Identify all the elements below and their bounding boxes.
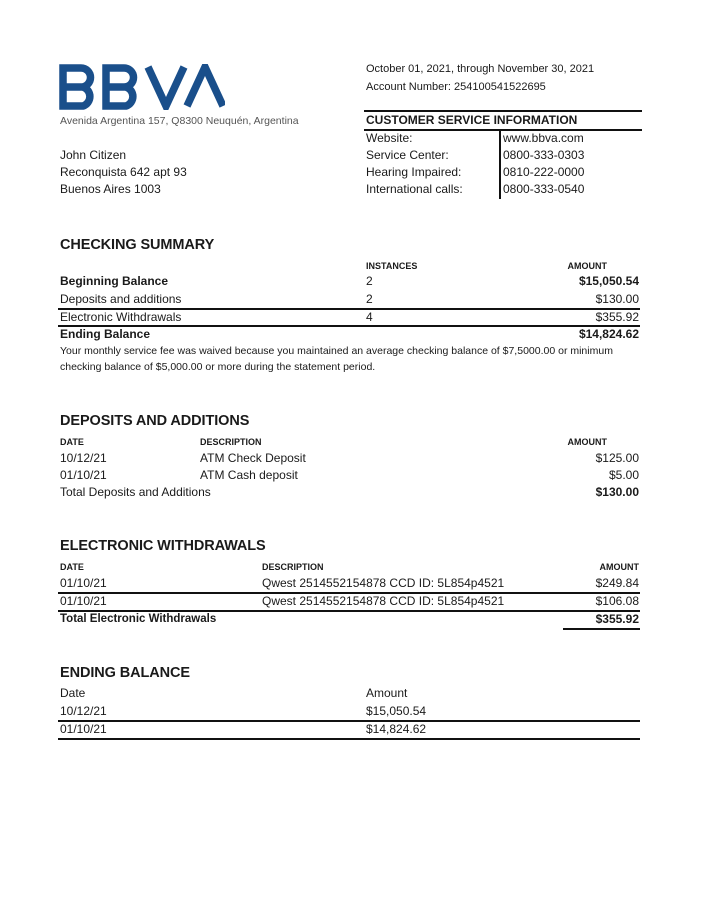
ending-row-date: 10/12/21 (60, 704, 107, 718)
withdrawal-description: Qwest 2514552154878 CCD ID: 5L854p4521 (262, 576, 505, 590)
deposit-date: 10/12/21 (60, 451, 107, 465)
cs-label-hearing-impaired: Hearing Impaired: (366, 165, 462, 179)
cs-label-website: Website: (366, 131, 413, 145)
withdrawal-description: Qwest 2514552154878 CCD ID: 5L854p4521 (262, 594, 505, 608)
ending-row-amount: $15,050.54 (366, 704, 427, 718)
ending-balance-title: ENDING BALANCE (60, 665, 190, 681)
deposits-title: DEPOSITS AND ADDITIONS (60, 413, 250, 429)
withdrawal-amount: $106.08 (595, 594, 639, 608)
cs-label-international: International calls: (366, 182, 463, 196)
withdrawal-amount: $249.84 (595, 576, 639, 590)
customer-street: Reconquista 642 apt 93 (60, 165, 187, 179)
cs-value-website[interactable]: www.bbva.com (503, 131, 584, 145)
deposit-description: ATM Check Deposit (200, 451, 306, 465)
cs-label-service-center: Service Center: (366, 148, 449, 162)
deposits-total-amount: $130.00 (595, 485, 639, 499)
withdrawal-date: 01/10/21 (60, 594, 107, 608)
summary-label-deposits: Deposits and additions (60, 292, 182, 306)
withdrawal-date: 01/10/21 (60, 576, 107, 590)
deposit-amount: $125.00 (595, 451, 639, 465)
withdrawals-col-amount: AMOUNT (599, 562, 639, 572)
deposit-date: 01/10/21 (60, 468, 107, 482)
deposits-col-amount: AMOUNT (567, 437, 607, 447)
ending-rule-1 (58, 720, 640, 722)
withdrawals-total-amount: $355.92 (595, 612, 639, 626)
summary-instances-withdrawals: 4 (366, 310, 373, 324)
deposits-col-description: DESCRIPTION (200, 437, 262, 447)
service-fee-note-line2: checking balance of $5,000.00 or more during the statement period. (60, 361, 376, 373)
withdrawals-col-description: DESCRIPTION (262, 562, 324, 572)
summary-label-ending: Ending Balance (60, 327, 151, 341)
summary-label-withdrawals: Electronic Withdrawals (60, 310, 182, 324)
ending-col-amount: Amount (366, 686, 408, 700)
ending-row-amount: $14,824.62 (366, 722, 427, 736)
statement-period: October 01, 2021, through November 30, 2021 (366, 63, 595, 75)
cs-value-hearing-impaired: 0810-222-0000 (503, 165, 585, 179)
summary-instances-beginning: 2 (366, 274, 373, 288)
withdrawals-title: ELECTRONIC WITHDRAWALS (60, 538, 266, 554)
deposits-total-label: Total Deposits and Additions (60, 485, 211, 499)
deposit-amount: $5.00 (608, 468, 639, 482)
summary-amount-beginning: $15,050.54 (578, 274, 639, 288)
bank-address: Avenida Argentina 157, Q8300 Neuquén, Argentina (60, 115, 299, 127)
cs-value-international: 0800-333-0540 (503, 182, 585, 196)
withdrawals-col-date: DATE (60, 562, 84, 572)
withdrawals-total-label: Total Electronic Withdrawals (60, 613, 217, 625)
checking-summary-title: CHECKING SUMMARY (60, 237, 215, 253)
col-amount: AMOUNT (567, 261, 607, 271)
summary-amount-deposits: $130.00 (595, 292, 639, 306)
summary-instances-deposits: 2 (366, 292, 373, 306)
ending-col-date: Date (60, 686, 86, 700)
bbva-logo (59, 64, 225, 110)
col-instances: INSTANCES (366, 261, 418, 271)
summary-amount-ending: $14,824.62 (578, 327, 639, 341)
withdrawals-total-rule (563, 628, 640, 630)
ending-row-date: 01/10/21 (60, 722, 107, 736)
account-number: Account Number: 254100541522695 (366, 81, 546, 93)
ending-rule-2 (58, 738, 640, 740)
summary-label-beginning: Beginning Balance (60, 274, 169, 288)
cs-title: CUSTOMER SERVICE INFORMATION (366, 113, 578, 127)
customer-name: John Citizen (60, 148, 127, 162)
cs-divider (499, 130, 501, 199)
cs-value-service-center: 0800-333-0303 (503, 148, 585, 162)
deposit-description: ATM Cash deposit (200, 468, 298, 482)
summary-amount-withdrawals: $355.92 (595, 310, 639, 324)
customer-city: Buenos Aires 1003 (60, 182, 161, 196)
deposits-col-date: DATE (60, 437, 84, 447)
service-fee-note-line1: Your monthly service fee was waived because you maintained an average checking balance of $7,5000.00 or minimum (60, 345, 613, 357)
